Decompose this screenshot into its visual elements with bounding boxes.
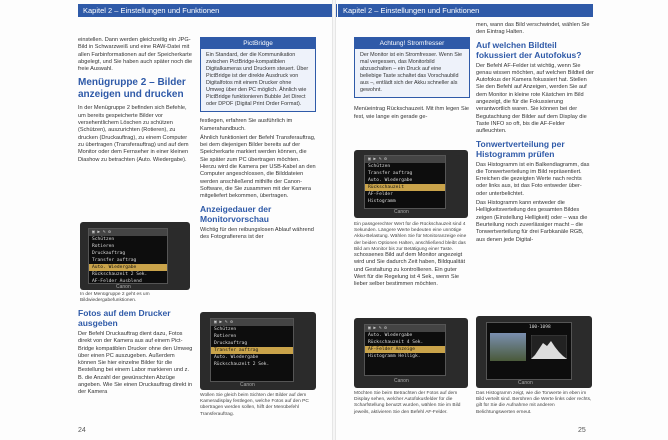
file-number: 100-1098: [529, 325, 551, 330]
info-box-warning: [354, 37, 470, 98]
left-column-1: [78, 37, 194, 166]
right-column-1-mid: [354, 252, 470, 290]
info-box-text: Der Monitor ist ein Stromfresser. Wenn Sie mal vergessen, das Monitorbild abzuschalten – ein Druck auf eine beliebige Taste schaltet das Vorschaubild aus –, entlädt sich der Akku schneller als gewohnt.: [360, 52, 463, 94]
camera-figure-3: [354, 150, 468, 218]
camera-menu-item: AF-Felder Anzeige: [365, 346, 445, 353]
camera-menu-item: Auto. Wiedergabe: [214, 355, 259, 360]
heading-menu-group: Menügruppe 2 – Bilder anzeigen und drucken: [78, 77, 186, 100]
menu-tabs: ▣ ▶ ✎ ⚙: [211, 319, 293, 326]
camera-screen: [210, 318, 294, 382]
camera-menu-item: Rückschauzeit 2 Sek.: [214, 362, 270, 367]
camera-menu-item: AF-Felder: [368, 192, 393, 197]
camera-menu-item: Rotieren: [92, 244, 115, 249]
brand-logo: Canon: [394, 209, 409, 215]
camera-menu-item: AF-Felder Ausblend: [92, 279, 142, 284]
camera-menu: [89, 236, 167, 285]
chapter-header: Kapitel 2 – Einstellungen und Funktionen: [78, 4, 337, 17]
camera-menu-item: Schützen: [368, 164, 391, 169]
camera-menu: [365, 332, 445, 360]
page-number: 24: [78, 427, 86, 434]
camera-menu-item: Auto. Wiedergabe: [368, 333, 413, 338]
camera-figure-5: [476, 316, 592, 388]
info-box-pictbridge: [200, 37, 316, 112]
camera-menu-item: Transfer auftrag: [368, 171, 413, 176]
histogram-graphic: [531, 335, 567, 359]
paragraph: In der Menügruppe 2 befinden sich Befehle, um bereits gespeicherte Bilder vor versehentlichem Löschen zu schützen (Schützen), auszurichten (Rotieren), zu drucken (Druckauftrag), zu einem Computer zu übertragen (Transferauftrag) und auf dem Monitor oder dem Fernseher in einer kleinen Diashow zu betrachten (Auto. Wiedergabe).: [78, 105, 189, 163]
left-column-1-bottom: [78, 305, 194, 399]
brand-logo: Canon: [394, 378, 409, 384]
camera-screen: [486, 322, 572, 380]
camera-screen: [364, 324, 446, 376]
paragraph: Menüeintrag Rückschauzeit. Mit ihm legen Sie fest, wie lange ein gerade ge-: [354, 106, 470, 120]
camera-menu-item: Druckauftrag: [92, 251, 126, 256]
paragraph: festlegen, erfahren Sie ausführlich im Kamerahandbuch.: [200, 118, 293, 132]
brand-logo: Canon: [116, 284, 131, 290]
paragraph: schossenes Bild auf dem Monitor angezeigt wird und Sie dadurch Zeit haben, Bildqualität und Gestaltung zu kontrollieren. Ein guter Wert für die Regelung ist 4 Sek., wenn Sie lieber selber bestimmen möchten.: [354, 252, 466, 288]
chapter-header: Kapitel 2 – Einstellungen und Funktionen: [338, 4, 593, 17]
right-column-1: [354, 37, 470, 123]
info-box-title: Achtung! Stromfresser: [355, 38, 469, 49]
camera-menu: [211, 326, 293, 368]
heading-monitor: Anzeigedauer der Monitorvorschau: [200, 203, 272, 224]
camera-menu-item: Transfer auftrag: [92, 258, 137, 263]
info-box-title: PictBridge: [201, 38, 315, 49]
menu-tabs: ▣ ▶ ✎ ⚙: [89, 229, 167, 236]
camera-menu-item: Schützen: [92, 237, 115, 242]
camera-figure-4: [354, 318, 468, 388]
figure-caption: Das Histogramm zeigt, wie die Tonwerte im eben im Bild verteilt sind. Berühren die Werte links oder rechts, gilt für Sie die Aufnahme mit anderen Belichtungswerten erneut.: [476, 391, 592, 415]
paragraph: Das Histogramm ist ein Balkendiagramm, das die Tonwertverteilung im Bild repräsentiert. Erreichen die gezeigten Werte nach rechts oder links aus, ist das Foto entweder über- oder unterbelichtet.: [476, 161, 590, 197]
camera-menu-item: Auto. Wiedergabe: [89, 264, 167, 271]
right-page: [334, 0, 668, 440]
page-number: 25: [578, 427, 586, 434]
left-column-2: [200, 37, 316, 243]
menu-tabs: ▣ ▶ ✎ ⚙: [365, 325, 445, 332]
camera-menu-item: Histogramm Helligk.: [368, 354, 421, 359]
paragraph: Der Befehl Druckauftrag dient dazu, Fotos direkt von der Kamera aus auf einem Pict-Bridge kompatiblen Drucker ohne den Umweg über einen PC auszugeben. Außerdem können Sie hier einzelne Bilder für die Bestellung bei einem Labor markieren und z. B. die Anzahl der gewünschten Abzüge angeben. Wie Sie einen Druckauftrag direkt in der Kamera: [78, 331, 193, 396]
photo-thumbnail: [490, 333, 526, 361]
paragraph: men, wann das Bild verschwindet, wählen Sie den Eintrag Halten.: [476, 22, 590, 36]
right-column-2: [476, 22, 594, 246]
camera-menu-item: Transfer auftrag: [211, 347, 293, 354]
camera-figure-2: [200, 312, 316, 390]
camera-menu-item: Auto. Wiedergabe: [368, 178, 413, 183]
paragraph: einstellen. Dann werden gleichzeitig ein JPG-Bild in Schwarzweiß und eine RAW-Datei mit allen Farbinformationen auf der Speicherkarte abgelegt, und Sie haben auch später noch die freie Auswahl.: [78, 37, 193, 73]
camera-menu: [365, 163, 445, 205]
camera-menu-item: Rückschauzeit 2 Sek.: [92, 272, 148, 277]
camera-figure-1: [80, 222, 190, 290]
paragraph: Das Histogramm kann entweder die Helligkeitsverteilung des gesamten Bildes zeigen (Einstellung Helligkeit) oder – was die Beurteilung noch zuverlässiger macht – die Tonwertverteilung für drei Farbkanäle RGB, aus denen jede Digital-: [476, 200, 588, 243]
camera-menu-item: Rückschauzeit: [365, 184, 445, 191]
camera-menu-item: Histogramm: [368, 199, 396, 204]
paragraph: Wichtig für den reibungslosen Ablauf während des Fotografierens ist der: [200, 226, 314, 240]
camera-screen: [364, 155, 446, 209]
brand-logo: Canon: [240, 382, 255, 388]
heading-print: Fotos auf dem Drucker ausgeben: [78, 308, 171, 328]
info-box-text: Ein Standard, der die Kommunikation zwischen PictBridge-kompatiblen Digitalkameras und Druckern steuert. Über PictBridge ist der direkte Ausdruck von Digitalfotos mit einem Drucker ohne Umweg über den PC möglich. Ähnlich wie PictBridge funktionieren Bubble Jet Direct oder DPOF (Digital Print Order Format).: [206, 52, 309, 108]
camera-menu-item: Rotieren: [214, 334, 237, 339]
brand-logo: Canon: [518, 380, 533, 386]
figure-caption: Ein passgerechter Wert für die Rückschauzeit sind 4 Sekunden. Längere Werte bedeuten eine unnötige Akku-Belastung. Wählen Sie für Monitoranzeige eine der beiden Optionen Halten, anschließend bleibt das Bild am Monitor bis zur Betätigung einer Taste.: [354, 222, 467, 252]
figure-caption: Möchten Sie beim Betrachten der Fotos auf dem Display sehen, welcher Autofokusfelder für die Scharfstellung benutzt wurden, wählen Sie im Bild jeweils, aktivieren Sie den Befehl AF-Felder.: [354, 391, 461, 415]
figure-caption: In der Menügruppe 2 geht es um Bildwiedergabefunktionen.: [80, 292, 150, 304]
camera-menu-item: Druckauftrag: [214, 341, 248, 346]
paragraph: Der Befehl AF-Felder ist wichtig, wenn Sie genau wissen möchten, auf welchen Bildteil der Autofokus der Kamera fokussiert hat. Stellen Sie den Befehl auf Anzeigen, werden Sie auf dem Monitor in kleine rote Kästchen im Bild angezeigt, die für die Fokussierung verantwortlich waren. Sie können bei der Begutachtung der Bilder auf dem Display die Taste INFO so oft, bis die AF-Felder aufleuchten.: [476, 62, 594, 135]
heading-tonal: Tonwertverteilung per Histogramm prüfen: [476, 138, 565, 159]
figure-caption: Wollen Sie gleich beim Sichten der Bilder auf dem Kameradisplay festlegen, welche Fotos auf den PC übertragen werden sollen, hilft der Menübefehl Transferauftrag.: [200, 393, 309, 417]
heading-af: Auf welchen Bildteil fokussiert der Autofokus?: [476, 39, 582, 60]
camera-menu-item: Schützen: [214, 327, 237, 332]
camera-menu-item: Rückschauzeit 4 Sek.: [368, 340, 424, 345]
paragraph: Ähnlich funktioniert der Befehl Transferauftrag, bei dem diejenigen Bilder bereits auf der Speicherkarte markiert werden können, die Sie später zum PC übertragen möchten. Hierzu wird die Kamera per USB-Kabel an den Computer angeschlossen, die Bilddateien werden anschließend mithilfe der Canon-Software, die Sie zusammen mit der Kamera mitgeliefert bekommen, übertragen.: [200, 134, 316, 200]
menu-tabs: ▣ ▶ ✎ ⚙: [365, 156, 445, 163]
camera-screen: [88, 228, 168, 284]
